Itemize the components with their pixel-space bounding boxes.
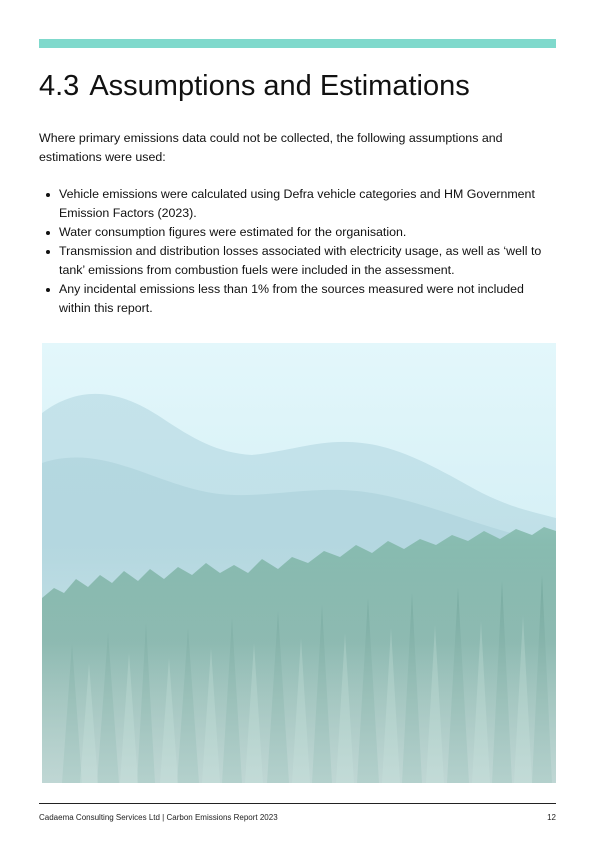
section-title-text: Assumptions and Estimations	[89, 70, 470, 102]
accent-bar	[39, 39, 556, 48]
footer-divider	[39, 803, 556, 804]
list-item	[39, 185, 556, 223]
bullet-icon	[46, 193, 50, 197]
list-item-text: Water consumption figures were estimated for the organisation.	[59, 225, 407, 239]
bullet-icon	[46, 250, 50, 254]
assumptions-list	[39, 185, 556, 318]
section-number: 4.3	[39, 70, 80, 102]
list-item	[39, 223, 556, 242]
forest-photo	[42, 343, 556, 783]
section-title	[39, 66, 556, 106]
list-item-text: Vehicle emissions were calculated using Defra vehicle categories and HM Government Emission Factors (2023).	[59, 187, 535, 220]
bullet-icon	[46, 231, 50, 235]
list-item-text: Any incidental emissions less than 1% from the sources measured were not included within this report.	[59, 282, 524, 315]
list-item	[39, 242, 556, 280]
footer-text: Cadaema Consulting Services Ltd | Carbon Emissions Report 2023	[39, 813, 278, 822]
intro-paragraph: Where primary emissions data could not be collected, the following assumptions and estimations were used:	[39, 131, 503, 164]
page-number: 12	[547, 813, 556, 822]
list-item-text: Transmission and distribution losses associated with electricity usage, as well as ‘well to tank’ emissions from combustion fuels were included in the assessment.	[59, 244, 542, 277]
list-item	[39, 280, 556, 318]
bullet-icon	[46, 288, 50, 292]
